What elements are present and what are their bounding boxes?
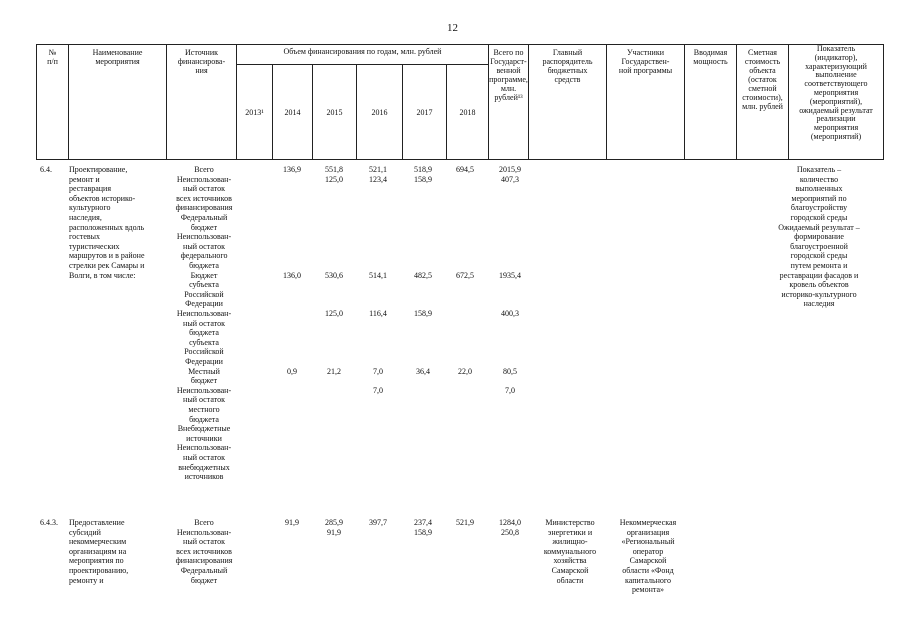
value-cell: 7,0 xyxy=(373,366,383,376)
value-cell: 91,9 xyxy=(327,527,341,537)
value-cell: 0,9 xyxy=(287,366,297,376)
source-label: Неиспользован- ный остаток внебюджетных источников xyxy=(176,443,232,482)
value-cell: 2015,9 xyxy=(499,165,521,174)
header-year-2014: 2014 xyxy=(284,108,301,117)
row-num: 6.4. xyxy=(40,165,52,174)
source-label: Неиспользован- ный остаток федерального бюджета xyxy=(176,232,232,270)
value-cell: 1284,0 xyxy=(499,518,521,527)
header-top-rule xyxy=(36,44,884,45)
row-name: Проектирование, ремонт и реставрация объектов историко- культурного наследия, расположенных вдоль гостевых туристических маршрутов и в районе стрелки рек Самары и Волги, в том числе: xyxy=(69,165,145,280)
source-label: Неиспользован- ный остаток местного бюджета xyxy=(176,385,232,424)
value-cell: 123,4 xyxy=(369,174,387,184)
source-label: Федеральный бюджет xyxy=(180,213,228,232)
value-cell: 1935,4 xyxy=(499,270,521,280)
header-volume: Объем финансирования по годам, млн. рублей xyxy=(283,47,442,56)
value-cell: 407,3 xyxy=(501,174,519,184)
header-capacity: Вводимая мощность xyxy=(693,48,728,66)
header-participants: Участники Государствен- ной программы xyxy=(618,48,673,75)
source-label: Всего xyxy=(194,165,214,174)
value-cell: 482,5 xyxy=(414,270,432,280)
header-year-2016: 2016 xyxy=(371,108,388,117)
source-label: Федеральный бюджет xyxy=(180,566,228,585)
value-cell: 521,9 xyxy=(456,518,474,527)
row-num: 6.4.3. xyxy=(40,518,58,527)
value-cell: 116,4 xyxy=(369,309,387,318)
header-cost: Сметная стоимость объекта (остаток сметной стоимости), млн. рублей xyxy=(742,48,783,111)
header-year-2015: 2015 xyxy=(326,108,343,117)
value-cell: 125,0 xyxy=(325,174,343,184)
source-label: Внебюджетные источники xyxy=(177,424,231,443)
value-cell: 551,8 xyxy=(325,165,343,174)
value-cell: 136,9 xyxy=(283,165,301,174)
source-label: Бюджет субъекта Российской Федерации xyxy=(184,270,224,309)
header-year-2018: 2018 xyxy=(459,108,476,117)
value-cell: 158,9 xyxy=(414,174,432,184)
source-label: Неиспользован- ный остаток всех источников финансирования xyxy=(175,527,233,566)
header-year-2017: 2017 xyxy=(416,108,433,117)
row-name: Предоставление субсидий некоммерческим организациям на мероприятия по проектированию, ремонту и xyxy=(69,518,129,585)
value-cell: 530,6 xyxy=(325,270,343,280)
value-cell: 518,9 xyxy=(414,165,432,174)
value-cell: 7,0 xyxy=(505,385,515,395)
header-indicator: Показатель (индикатор), характеризующий выполнение соответствующего мероприятия (мероприятий), ожидаемый результат реализации мероприятия (мероприятий) xyxy=(799,44,873,141)
row-indicator: Показатель – количество выполненных мероприятий по благоустройству городской среды Ожидаемый результат – формирование благоустроенной городской среды путем ремонта и реставрации фасадов и кровель объектов историко-культурного наследия xyxy=(778,165,860,309)
value-cell: 21,2 xyxy=(327,366,341,376)
value-cell: 397,7 xyxy=(369,518,387,527)
header-rule xyxy=(883,44,884,160)
header-name: Наименование мероприятия xyxy=(92,48,143,66)
header-bottom-rule xyxy=(36,159,884,160)
value-cell: 22,0 xyxy=(458,366,472,376)
value-cell: 91,9 xyxy=(285,518,299,527)
years-split-rule xyxy=(236,64,488,65)
value-cell: 521,1 xyxy=(369,165,387,174)
value-cell: 694,5 xyxy=(456,165,474,174)
value-cell: 250,8 xyxy=(501,527,519,537)
value-cell: 7,0 xyxy=(373,385,383,395)
source-label: Местный бюджет xyxy=(188,366,220,386)
header-manager: Главный распорядитель бюджетных средств xyxy=(542,48,593,84)
value-cell: 80,5 xyxy=(503,366,517,376)
value-cell: 125,0 xyxy=(325,309,343,318)
header-total: Всего по Государст- венной программе, млн. рублей¹³ xyxy=(489,48,528,102)
header-year-2013: 2013¹ xyxy=(245,108,264,117)
row-manager: Министерство энергетики и жилищно- коммунального хозяйства Самарской области xyxy=(543,518,597,585)
source-label: Неиспользован- ный остаток всех источников финансирования xyxy=(175,174,233,213)
value-cell: 285,9 xyxy=(325,518,343,527)
header-rule xyxy=(236,44,237,160)
source-label: Всего xyxy=(194,518,214,527)
value-cell: 158,9 xyxy=(414,309,432,318)
page-number: 12 xyxy=(447,22,458,34)
value-cell: 514,1 xyxy=(369,270,387,280)
row-participants: Некоммерческая организация «Региональный оператор Самарской области «Фонд капитального ремонта» xyxy=(619,518,677,595)
value-cell: 158,9 xyxy=(414,527,432,537)
value-cell: 36,4 xyxy=(416,366,430,376)
value-cell: 400,3 xyxy=(501,309,519,318)
value-cell: 672,5 xyxy=(456,270,474,280)
value-cell: 237,4 xyxy=(414,518,432,527)
value-cell: 136,0 xyxy=(283,270,301,280)
header-source: Источник финансирова- ния xyxy=(177,48,226,75)
header-num: № п/п xyxy=(47,48,58,66)
source-label: Неиспользован- ный остаток бюджета субъекта Российской Федерации xyxy=(176,309,232,366)
table-header xyxy=(36,44,884,160)
